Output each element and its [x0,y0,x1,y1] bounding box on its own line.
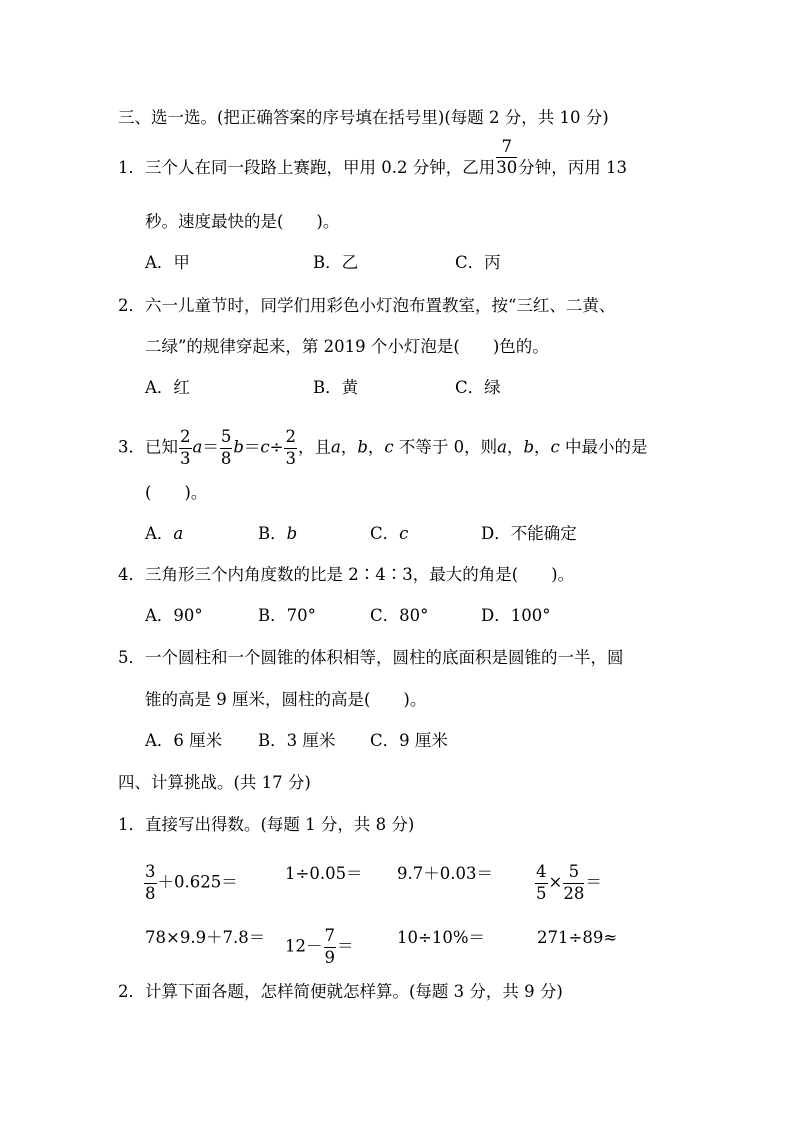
q2-text: 六一儿童节时，同学们用彩色小灯泡布置教室，按“三红、二黄、 [145,296,616,315]
q1-line1 [118,136,627,178]
q1-fraction [496,136,518,177]
q5-option-a: A．6 厘米 [145,731,223,750]
q4-line1 [118,565,574,585]
section4-title: 四、计算挑战。(共 17 分) [118,773,311,792]
q2-line1 [118,296,615,316]
calc-item-3: 9.7＋0.03＝ [397,864,493,883]
calc-item-8: 271÷89≈ [537,928,618,947]
q3-line2: ( )。 [145,483,208,502]
calc-item-4-fraction-2 [563,864,584,902]
q3-option-c-var: c [399,524,409,543]
q2-number: 2． [118,296,145,315]
calc-item-4-op: × [548,872,563,892]
q3-comma-3: ， [506,437,524,457]
q3-div: ÷ [269,437,284,457]
q3-option-b [258,524,297,544]
q3-fraction-3-num: 2 [284,429,297,449]
q1-option-c: C．丙 [455,253,501,272]
calc-item-1-den: 8 [145,883,156,903]
q3-option-b-var: b [286,524,298,543]
q4-option-b: B．70° [258,606,316,625]
q3-option-a-var: a [173,524,184,543]
q2-option-b: B．黄 [313,378,359,397]
q3-option-b-label: B． [258,524,287,543]
calc-item-6-den: 9 [324,947,335,967]
q3-var-a: a [192,437,203,457]
calc-item-1-rest: ＋0.625＝ [157,872,238,892]
q2-line2: 二绿”的规律穿起来，第 2019 个小灯泡是( )色的。 [145,337,549,356]
calc-item-4 [534,864,602,902]
q1-fraction-den: 30 [496,158,518,177]
q1-line2: 秒。速度最快的是( )。 [145,212,340,231]
q3-option-d: D．不能确定 [481,524,577,543]
calc-item-1-fraction [144,864,157,902]
q3-fraction-3 [284,429,297,467]
q3-pre: 已知 [145,437,178,457]
q3-var-b-2: b [357,437,368,457]
q3-fraction-1 [179,429,192,467]
calc-item-4-den-1: 5 [536,883,547,903]
q3-line1 [118,429,648,467]
q4-number: 4． [118,565,145,584]
calc-item-6-fraction [324,928,337,966]
q4-option-d: D．100° [481,606,551,625]
q5-text: 一个圆柱和一个圆锥的体积相等，圆柱的底面积是圆锥的一半，圆 [145,648,624,667]
q3-fraction-1-num: 2 [179,429,192,449]
calc-item-6-pre: 12－ [285,936,323,956]
q5-number: 5． [118,648,145,667]
section4-sub1: 1．直接写出得数。(每题 1 分，共 8 分) [118,815,415,834]
calc-item-2: 1÷0.05＝ [285,864,363,883]
q3-fraction-3-den: 3 [285,448,296,468]
q3-option-c-label: C． [370,524,400,543]
q3-comma-4: ， [534,437,551,457]
q3-var-a-3: a [497,437,507,457]
q3-fraction-2-den: 8 [220,448,232,468]
q1-option-b: B．乙 [313,253,359,272]
q3-number: 3． [118,437,145,457]
q5-line2: 锥的高是 9 厘米，圆柱的高是( )。 [145,690,427,709]
q1-text-b: 分钟，丙用 13 [518,158,627,177]
q3-post-2: 不等于 0，则 [393,437,498,457]
q1-number: 1． [118,158,145,177]
q4-option-c: C．80° [370,606,429,625]
q4-option-a: A．90° [145,606,203,625]
calc-item-4-den-2: 28 [563,883,585,903]
calc-item-4-eq: ＝ [585,872,602,892]
q3-option-c [370,524,408,544]
q3-var-c: c [260,437,270,457]
q3-post-3: 中最小的是 [559,437,648,457]
q1-text-a: 三个人在同一段路上赛跑，甲用 0.2 分钟，乙用 [145,158,496,177]
q3-option-a-label: A． [145,524,174,543]
section3-title: 三、选一选。(把正确答案的序号填在括号里)(每题 2 分，共 10 分) [118,108,609,127]
calc-item-4-fraction-1 [535,864,548,902]
calc-item-6-eq: ＝ [337,936,354,956]
q3-var-c-2: c [384,437,394,457]
q3-post-1: ，且 [297,437,331,457]
calc-item-4-num-1: 4 [535,864,548,884]
q5-option-c: C．9 厘米 [370,731,448,750]
q3-option-a [145,524,183,544]
q3-var-b: b [233,437,244,457]
calc-item-6 [285,928,354,966]
q5-option-b: B．3 厘米 [258,731,336,750]
q3-eq-2: ＝ [243,437,261,457]
q3-comma-2: ， [367,437,385,457]
q4-text: 三角形三个内角度数的比是 2∶4∶3，最大的角是( )。 [145,565,575,584]
calc-item-1-num: 3 [144,864,157,884]
q2-option-a: A．红 [145,378,190,397]
q3-fraction-2 [220,429,233,467]
q3-var-a-2: a [330,437,341,457]
q3-comma-1: ， [340,437,358,457]
section4-sub2: 2．计算下面各题，怎样简便就怎样算。(每题 3 分，共 9 分) [118,982,563,1001]
q3-eq-1: ＝ [202,437,219,457]
q1-fraction-num: 7 [496,139,517,159]
q3-var-c-3: c [550,437,560,457]
q2-option-c: C．绿 [455,378,501,397]
calc-item-7: 10÷10%＝ [397,928,485,947]
q5-line1 [118,648,624,668]
q3-var-b-3: b [523,437,535,457]
calc-item-5: 78×9.9＋7.8＝ [145,928,266,947]
calc-item-1 [143,864,238,902]
q3-fraction-1-den: 3 [180,448,191,468]
calc-item-6-num: 7 [324,928,337,948]
q3-fraction-2-num: 5 [220,429,233,449]
calc-item-4-num-2: 5 [563,864,584,884]
q1-option-a: A．甲 [145,253,190,272]
